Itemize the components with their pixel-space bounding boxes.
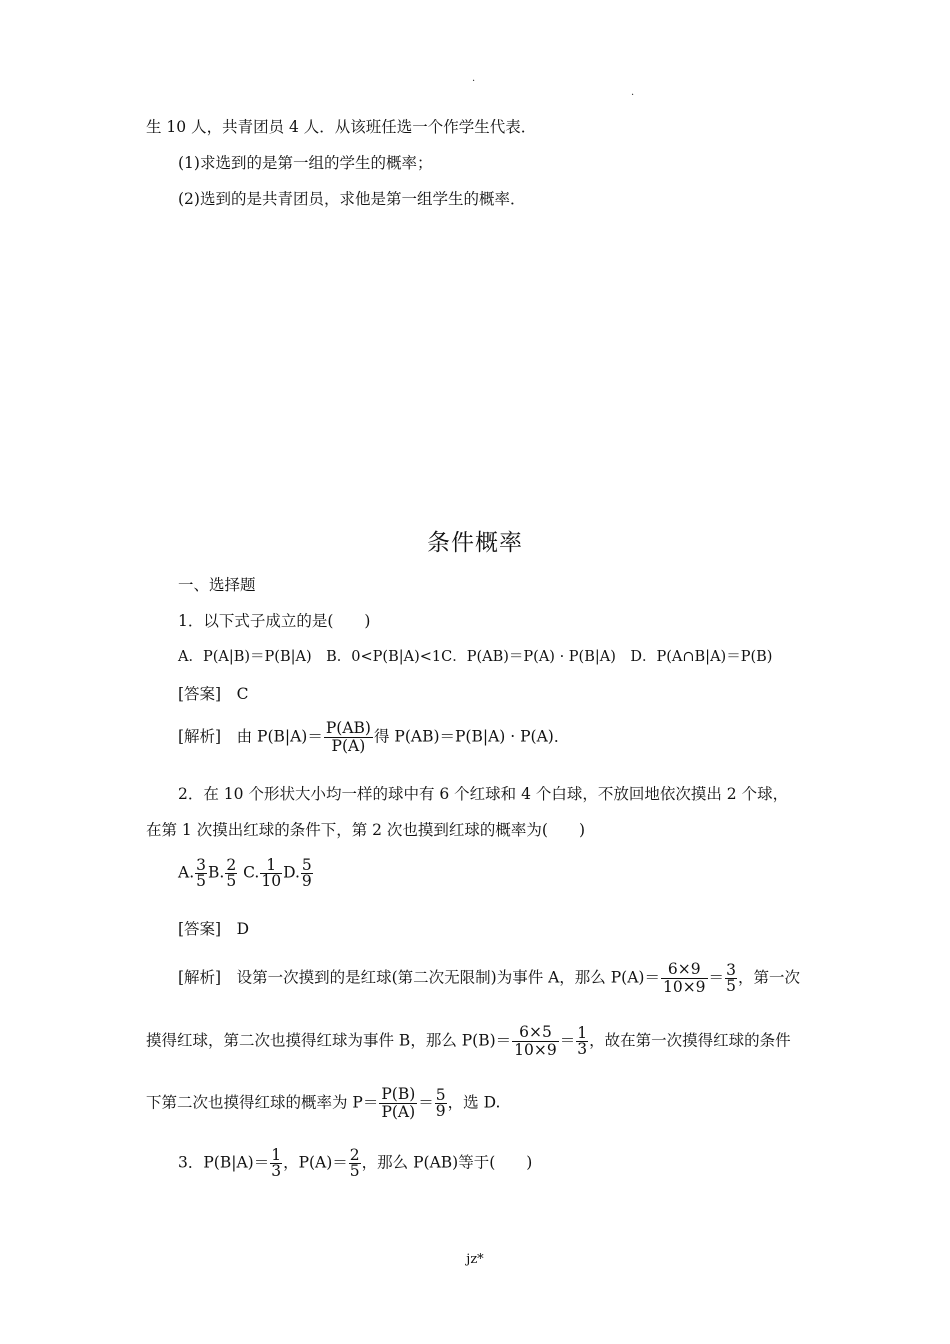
problem-2-stem-line-2: 在第 1 次摸出红球的条件下，第 2 次也摸到红球的概率为( ) — [146, 821, 586, 839]
denominator: 10 — [261, 872, 282, 890]
denominator: 5 — [196, 872, 206, 890]
problem-text: ，P(A)＝ — [283, 1153, 348, 1172]
numerator: 1 — [271, 1146, 282, 1164]
problem-1-analysis — [178, 720, 569, 755]
numerator: 5 — [435, 1086, 446, 1104]
problem-2-analysis-line-1 — [178, 961, 800, 996]
numerator: 3 — [196, 856, 206, 874]
problem-2-options — [178, 858, 314, 889]
fraction — [270, 1148, 282, 1179]
problem-1-stem: 1．以下式子成立的是( ) — [178, 612, 371, 630]
intro-line: 生 10 人，共青团员 4 人．从该班任选一个作学生代表． — [146, 118, 537, 136]
option-label: B. — [208, 863, 225, 882]
numerator: 1 — [577, 1024, 588, 1042]
denominator: 9 — [435, 1102, 446, 1120]
fraction — [349, 1148, 361, 1179]
denominator: 3 — [271, 1162, 282, 1180]
analysis-text: 下第二次也摸得红球的概率为 P＝ — [146, 1093, 379, 1112]
numerator: 5 — [301, 856, 312, 874]
analysis-text: [解析] 由 P(B|A)＝ — [178, 727, 323, 746]
fraction — [512, 1024, 559, 1059]
problem-text: 3．P(B|A)＝ — [178, 1153, 270, 1172]
intro-question-1: (1)求选到的是第一组的学生的概率； — [178, 154, 433, 172]
page-title: 条件概率 — [427, 530, 523, 556]
problem-2-analysis-line-3 — [146, 1086, 500, 1121]
problem-2-stem-line-1: 2．在 10 个形状大小均一样的球中有 6 个红球和 4 个白球，不放回地依次摸出 2 个球， — [178, 785, 789, 803]
problem-1-options: A．P(A|B)＝P(B|A) B．0<P(B|A)<1C．P(AB)＝P(A) · P(B|A) D．P(A∩B|A)＝P(B) — [178, 649, 773, 665]
analysis-text: ，选 D. — [447, 1093, 501, 1112]
numerator: 6×9 — [667, 960, 701, 978]
numerator: 3 — [726, 961, 736, 979]
fraction — [324, 720, 373, 755]
denominator: 3 — [577, 1040, 588, 1058]
numerator: 2 — [226, 856, 237, 874]
fraction — [379, 1086, 417, 1121]
fraction — [260, 858, 282, 889]
header-mark-right: · — [631, 90, 635, 101]
denominator: P(A) — [324, 737, 373, 755]
problem-3-stem — [178, 1148, 532, 1179]
denominator: 5 — [726, 977, 736, 995]
denominator: 10×9 — [514, 1041, 557, 1059]
analysis-text: [解析] 设第一次摸到的是红球(第二次无限制)为事件 A，那么 P(A)＝ — [178, 968, 660, 987]
problem-text: ，那么 P(AB)等于( ) — [361, 1153, 533, 1172]
denominator: 9 — [301, 872, 312, 890]
analysis-text: ，第一次 — [737, 968, 800, 987]
section-heading: 一、选择题 — [178, 576, 256, 594]
problem-2-answer: [答案] D — [178, 920, 250, 938]
equals-sign: ＝ — [559, 1031, 576, 1050]
denominator: 5 — [349, 1162, 360, 1180]
numerator: 6×5 — [519, 1023, 552, 1041]
analysis-text: 得 P(AB)＝P(B|A) · P(A)． — [373, 727, 570, 746]
fraction — [661, 961, 708, 996]
numerator: P(B) — [381, 1085, 416, 1103]
page-footer: jz* — [466, 1252, 484, 1267]
fraction — [435, 1088, 447, 1119]
denominator: 5 — [226, 872, 237, 890]
analysis-text: ，故在第一次摸得红球的条件 — [589, 1031, 791, 1050]
equals-sign: ＝ — [708, 968, 725, 987]
fraction — [576, 1026, 588, 1057]
problem-1-answer: [答案] C — [178, 685, 249, 703]
denominator: 10×9 — [662, 978, 706, 996]
fraction — [195, 858, 207, 889]
numerator: P(AB) — [325, 719, 371, 737]
numerator: 1 — [266, 856, 277, 874]
fraction — [301, 858, 313, 889]
equals-sign: ＝ — [418, 1093, 434, 1112]
option-label: A. — [178, 863, 195, 882]
intro-question-2: (2)选到的是共青团员，求他是第一组学生的概率． — [178, 190, 526, 208]
problem-2-analysis-line-2 — [146, 1024, 791, 1059]
fraction — [225, 858, 237, 889]
option-label: C. — [238, 863, 260, 882]
analysis-text: 摸得红球，第二次也摸得红球为事件 B，那么 P(B)＝ — [146, 1031, 512, 1050]
header-mark-left: · — [472, 76, 476, 87]
numerator: 2 — [349, 1146, 360, 1164]
option-label: D. — [283, 863, 300, 882]
denominator: P(A) — [379, 1103, 417, 1121]
fraction — [725, 963, 737, 994]
